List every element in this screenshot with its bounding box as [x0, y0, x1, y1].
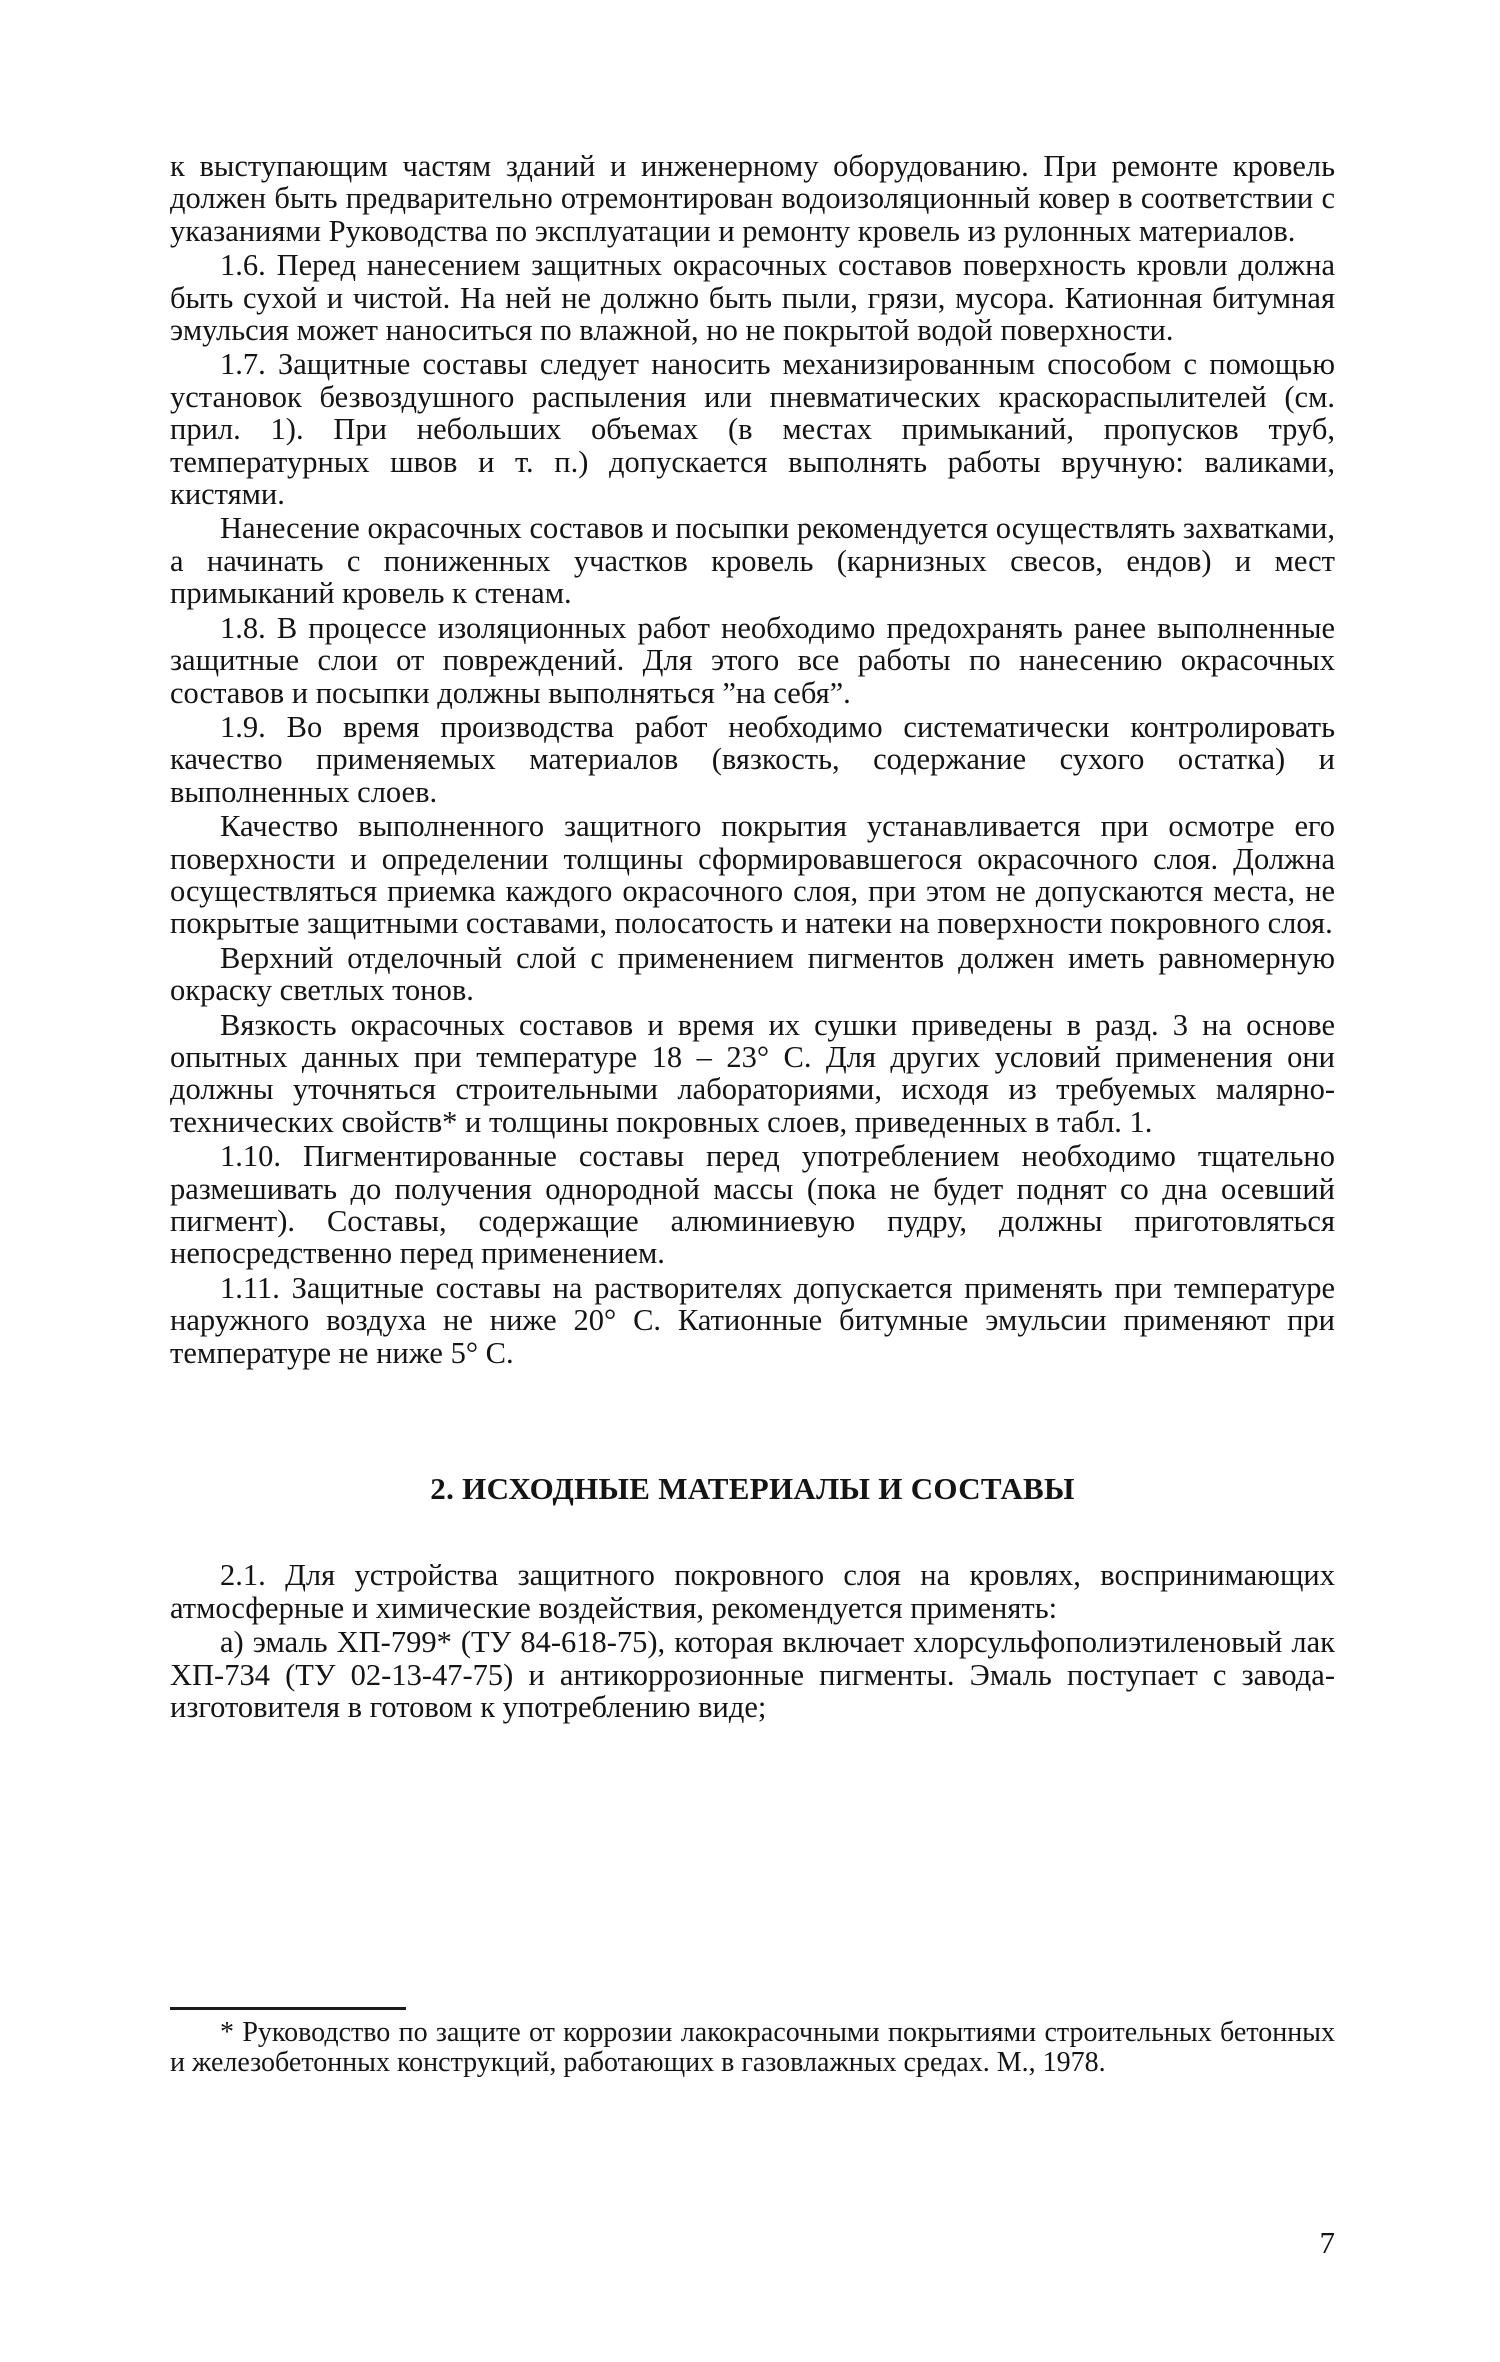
paragraph-2-1: 2.1. Для устройства защитного покровного слоя на кровлях, воспринимающих атмосферные и химические воздействия, рекомендуется применять:: [170, 1558, 1335, 1625]
paragraph-viscosity: Вязкость окрасочных составов и время их сушки приведены в разд. 3 на основе опытных данных при температуре 18 – 23° С. Для других условий применения они должны уточняться строительными лабораториями, исходя из требуемых малярно-технических свойств* и толщины покровных слоев, приведенных в табл. 1.: [170, 1007, 1335, 1139]
paragraph-quality: Качество выполненного защитного покрытия устанавливается при осмотре его поверхности и определении толщины сформировавшегося окрасочного слоя. Должна осуществляться приемка каждого окрасочного слоя, при этом не допускаются места, не покрытые защитными составами, полосатость и натеки на поверхности покровного слоя.: [170, 809, 1335, 941]
paragraph-1-7: 1.7. Защитные составы следует наносить механизированным способом с помощью установок безвоздушного распыления или пневматических краскораспылителей (см. прил. 1). При небольших объемах (в местах примыканий, пропусков труб, температурных швов и т. п.) допускается выполнять работы вручную: валиками, кистями.: [170, 347, 1335, 512]
page-body: [170, 150, 1335, 1723]
paragraph-continuation: к выступающим частям зданий и инженерному оборудованию. При ремонте кровель должен быть предварительно отремонтирован водоизоляционный ковер в соответствии с указаниями Руководства по эксплуатации и ремонту кровель из рулонных материалов.: [170, 149, 1335, 248]
paragraph-1-11: 1.11. Защитные составы на растворителях допускается применять при температуре наружного воздуха не ниже 20° С. Катионные битумные эмульсии применяют при температуре не ниже 5° С.: [170, 1270, 1335, 1370]
paragraph-2-1-a: а) эмаль ХП-799* (ТУ 84-618-75), которая включает хлорсульфополиэтиленовый лак ХП-734 (ТУ 02-13-47-75) и антикоррозионные пигменты. Эмаль поступает с завода-изготовителя в готовом к употреблению виде;: [170, 1625, 1335, 1725]
paragraph-1-10: 1.10. Пигментированные составы перед употреблением необходимо тщательно размешивать до получения однородной массы (пока не будет поднят со дна осевший пигмент). Составы, содержащие алюминиевую пудру, должны приготовляться непосредственно перед применением.: [170, 1139, 1335, 1271]
page-number: 7: [1319, 2225, 1335, 2260]
paragraph-top-layer: Верхний отделочный слой с применением пигментов должен иметь равномерную окраску светлых тонов.: [170, 940, 1335, 1008]
footnote-divider: [170, 2007, 406, 2010]
paragraph-1-8: 1.8. В процессе изоляционных работ необходимо предохранять ранее выполненные защитные слои от повреждений. Для этого все работы по нанесению окрасочных составов и посыпки должны выполняться ”на себя”.: [170, 610, 1335, 710]
section-heading: 2. ИСХОДНЫЕ МАТЕРИАЛЫ И СОСТАВЫ: [430, 1471, 1075, 1507]
footnote: * Руководство по защите от коррозии лакокрасочными покрытиями строительных бетонных и железобетонных конструкций, работающих в газовлажных средах. М., 1978.: [170, 2017, 1335, 2078]
paragraph-1-6: 1.6. Перед нанесением защитных окрасочных составов поверхность кровли должна быть сухой и чистой. На ней не должно быть пыли, грязи, мусора. Катионная битумная эмульсия может наноситься по влажной, но не покрытой водой поверхности.: [170, 248, 1335, 348]
paragraph-application-order: Нанесение окрасочных составов и посыпки рекомендуется осуществлять захватками, а начинать с пониженных участков кровель (карнизных свесов, ендов) и мест примыканий кровель к стенам.: [170, 511, 1335, 611]
paragraph-1-9: 1.9. Во время производства работ необходимо систематически контролировать качество применяемых материалов (вязкость, содержание сухого остатка) и выполненных слоев.: [170, 709, 1335, 809]
